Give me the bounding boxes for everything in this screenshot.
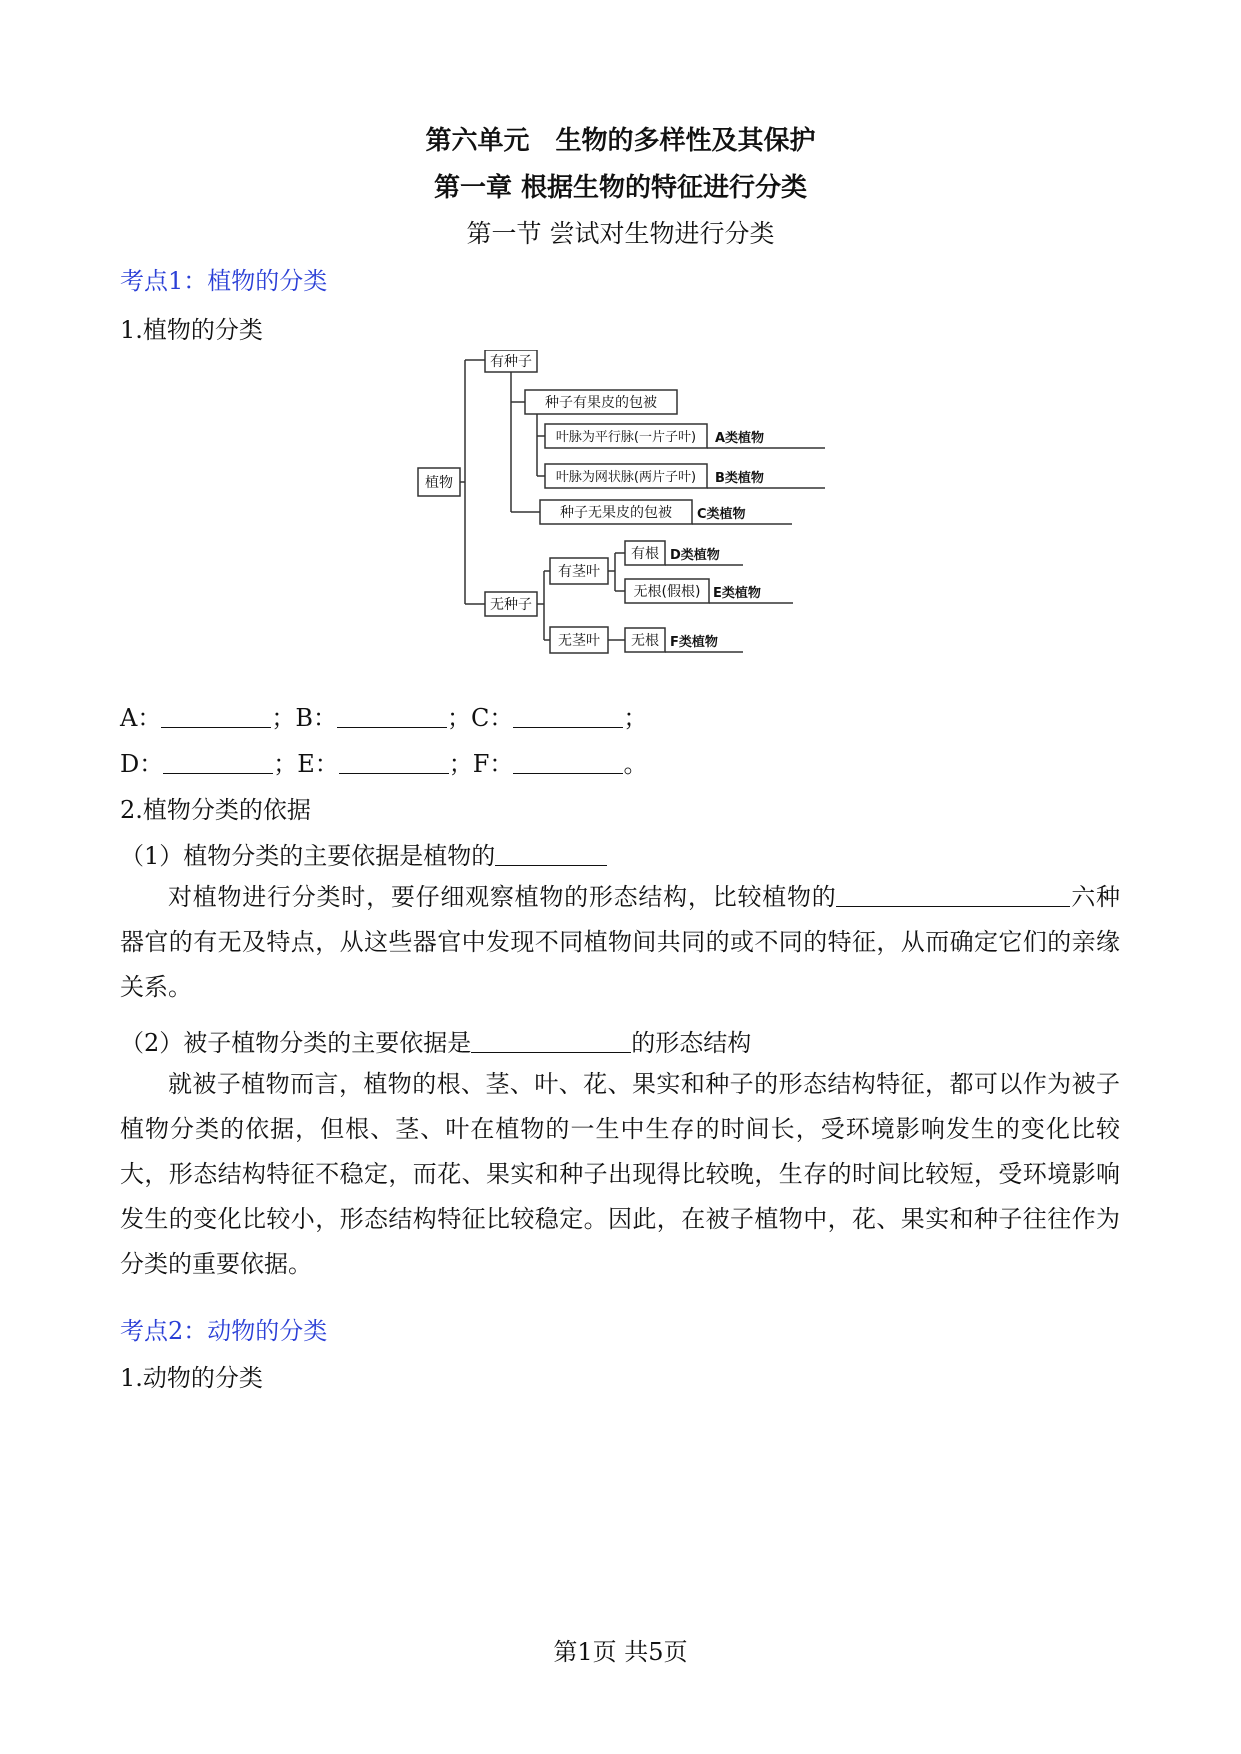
paragraph-1 — [120, 875, 1120, 1010]
fill-label-c: ；C： — [446, 704, 514, 732]
blank-q1[interactable] — [495, 841, 607, 866]
no-root-label: 无根 — [631, 633, 659, 649]
blank-d[interactable] — [163, 749, 273, 774]
page-footer: 第1页 共5页 — [553, 1638, 688, 1666]
covered-label: 种子有果皮的包被 — [545, 395, 657, 411]
root-label: 植物 — [425, 475, 453, 491]
fill-end-1: ； — [623, 704, 648, 732]
parallel-label: 叶脉为平行脉(一片子叶) — [555, 430, 697, 445]
fill-label-e: ；E： — [273, 750, 339, 778]
has-seed-label: 有种子 — [490, 354, 532, 370]
fill-row-def — [120, 744, 647, 779]
no-seed-label: 无种子 — [490, 597, 532, 613]
d-class-label: D类植物 — [670, 548, 720, 563]
blank-e[interactable] — [339, 749, 449, 774]
point1-item1-title: 1.植物的分类 — [120, 316, 263, 344]
net-label: 叶脉为网状脉(两片子叶) — [555, 470, 697, 485]
question-1 — [120, 836, 607, 871]
point2-heading: 考点2：动物的分类 — [120, 1317, 328, 1345]
fill-label-b: ；B： — [271, 704, 337, 732]
no-root-false-label: 无根(假根) — [633, 584, 701, 600]
blank-a[interactable] — [161, 703, 271, 728]
plant-classification-diagram — [410, 350, 840, 660]
question-2-prefix: （2）被子植物分类的主要依据是 — [120, 1029, 472, 1057]
a-class-label: A类植物 — [715, 431, 765, 446]
chapter-title: 第一章 根据生物的特征进行分类 — [433, 173, 808, 203]
paragraph-1-a: 对植物进行分类时，要仔细观察植物的形态结构，比较植物的 — [168, 883, 837, 911]
unit-title: 第六单元 生物的多样性及其保护 — [425, 126, 816, 156]
question-1-text: （1）植物分类的主要依据是植物的 — [120, 842, 496, 870]
b-class-label: B类植物 — [715, 471, 764, 486]
question-2 — [120, 1023, 751, 1058]
fill-end-2: 。 — [623, 750, 648, 778]
no-stem-label: 无茎叶 — [558, 633, 600, 649]
paragraph-1-b: 六种器官的有无及特点，从这些器官中发现不同植物间共同的或不同的特征，从而确定它们的亲缘关系。 — [120, 883, 1121, 1001]
blank-q2[interactable] — [471, 1028, 631, 1053]
paragraph-2: 就被子植物而言，植物的根、茎、叶、花、果实和种子的形态结构特征，都可以作为被子植物分类的依据，但根、茎、叶在植物的一生中生存的时间长，受环境影响发生的变化比较大，形态结构特征不稳定，而花、果实和种子出现得比较晚，生存的时间比较短，受环境影响发生的变化比较小，形态结构特征比较稳定。因此，在被子植物中，花、果实和种子往往作为分类的重要依据。 — [120, 1070, 1120, 1278]
point1-item2-title: 2.植物分类的依据 — [120, 796, 311, 824]
uncovered-label: 种子无果皮的包被 — [560, 505, 672, 521]
fill-label-a: A： — [120, 704, 162, 732]
c-class-label: C类植物 — [697, 507, 746, 522]
section-title: 第一节 尝试对生物进行分类 — [466, 219, 775, 248]
question-2-suffix: 的形态结构 — [631, 1029, 752, 1057]
e-class-label: E类植物 — [713, 586, 761, 601]
blank-f[interactable] — [513, 749, 623, 774]
f-class-label: F类植物 — [670, 635, 718, 650]
has-root-label: 有根 — [631, 546, 659, 562]
point1-heading: 考点1：植物的分类 — [120, 267, 328, 295]
point2-item1-title: 1.动物的分类 — [120, 1364, 263, 1392]
fill-label-f: ；F： — [448, 750, 514, 778]
blank-b[interactable] — [337, 703, 447, 728]
fill-label-d: D： — [120, 750, 164, 778]
has-stem-label: 有茎叶 — [558, 564, 600, 580]
fill-row-abc — [120, 698, 647, 733]
blank-c[interactable] — [513, 703, 623, 728]
blank-p1[interactable] — [836, 882, 1070, 907]
